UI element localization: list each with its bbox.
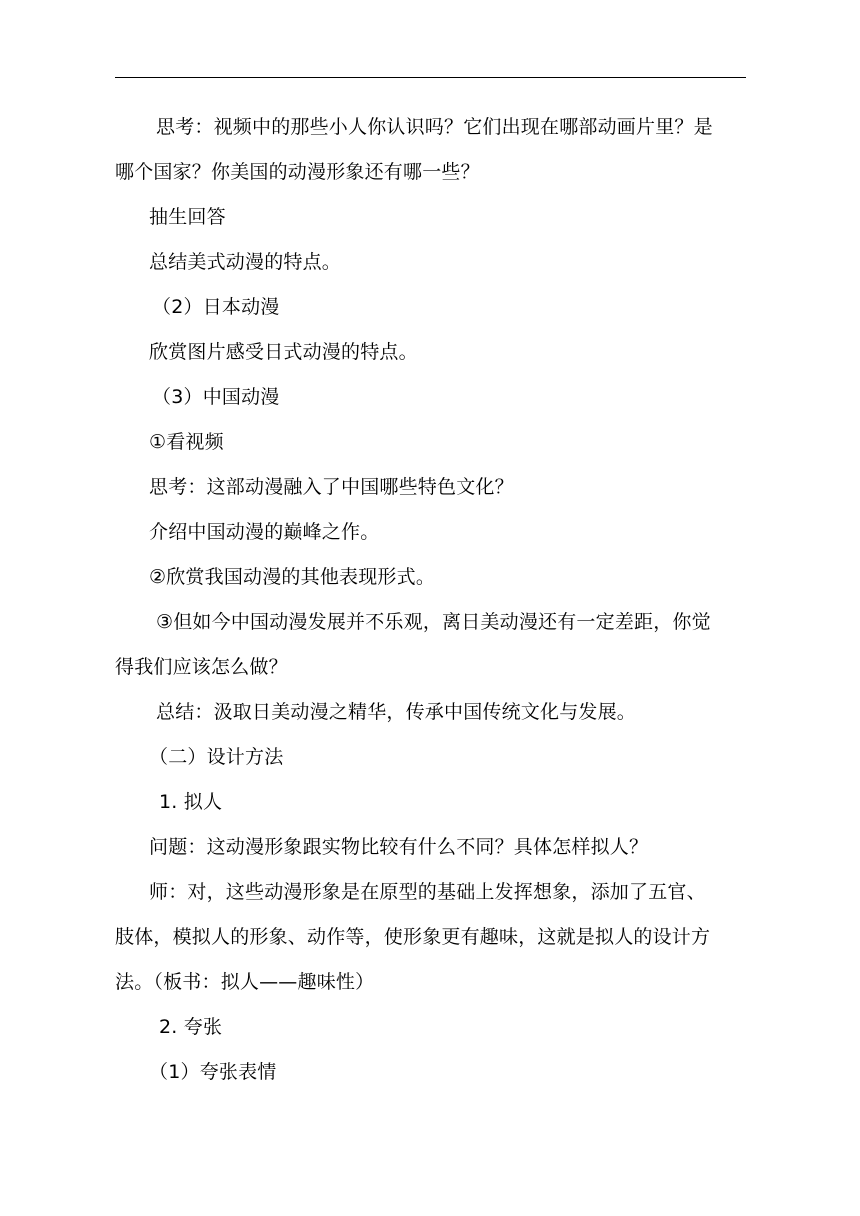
paragraph-line: ③但如今中国动漫发展并不乐观，离日美动漫还有一定差距，你觉 xyxy=(156,611,711,633)
subsection-heading: 1. 拟人 xyxy=(159,791,223,813)
paragraph-line: 总结美式动漫的特点。 xyxy=(149,251,342,273)
paragraph-line: ②欣赏我国动漫的其他表现形式。 xyxy=(149,566,436,588)
paragraph-line: 介绍中国动漫的巅峰之作。 xyxy=(149,521,380,543)
paragraph-line: 得我们应该怎么做？ xyxy=(115,656,288,678)
paragraph-line: 问题：这动漫形象跟实物比较有什么不同？具体怎样拟人？ xyxy=(149,836,649,858)
paragraph-line: 哪个国家？你美国的动漫形象还有哪一些？ xyxy=(115,161,480,183)
paragraph-line: 思考：视频中的那些小人你认识吗？它们出现在哪部动画片里？是 xyxy=(156,116,713,138)
section-heading: （1）夸张表情 xyxy=(149,1061,277,1083)
header-rule xyxy=(115,77,746,78)
paragraph-line: 法。（板书：拟人——趣味性） xyxy=(115,971,375,993)
paragraph-line: 欣赏图片感受日式动漫的特点。 xyxy=(149,341,418,363)
section-heading: （2）日本动漫 xyxy=(152,296,280,318)
paragraph-line: 思考：这部动漫融入了中国哪些特色文化？ xyxy=(149,476,514,498)
paragraph-line: ①看视频 xyxy=(149,431,224,453)
subsection-heading: 2. 夸张 xyxy=(159,1016,223,1038)
paragraph-line: 抽生回答 xyxy=(149,206,226,228)
paragraph-line: 肢体，模拟人的形象、动作等，使形象更有趣味，这就是拟人的设计方 xyxy=(115,926,711,948)
section-heading: （3）中国动漫 xyxy=(152,386,280,408)
paragraph-line: 师：对，这些动漫形象是在原型的基础上发挥想象，添加了五官、 xyxy=(149,881,706,903)
section-heading: （二）设计方法 xyxy=(149,746,284,768)
paragraph-line: 总结：汲取日美动漫之精华，传承中国传统文化与发展。 xyxy=(156,701,637,723)
